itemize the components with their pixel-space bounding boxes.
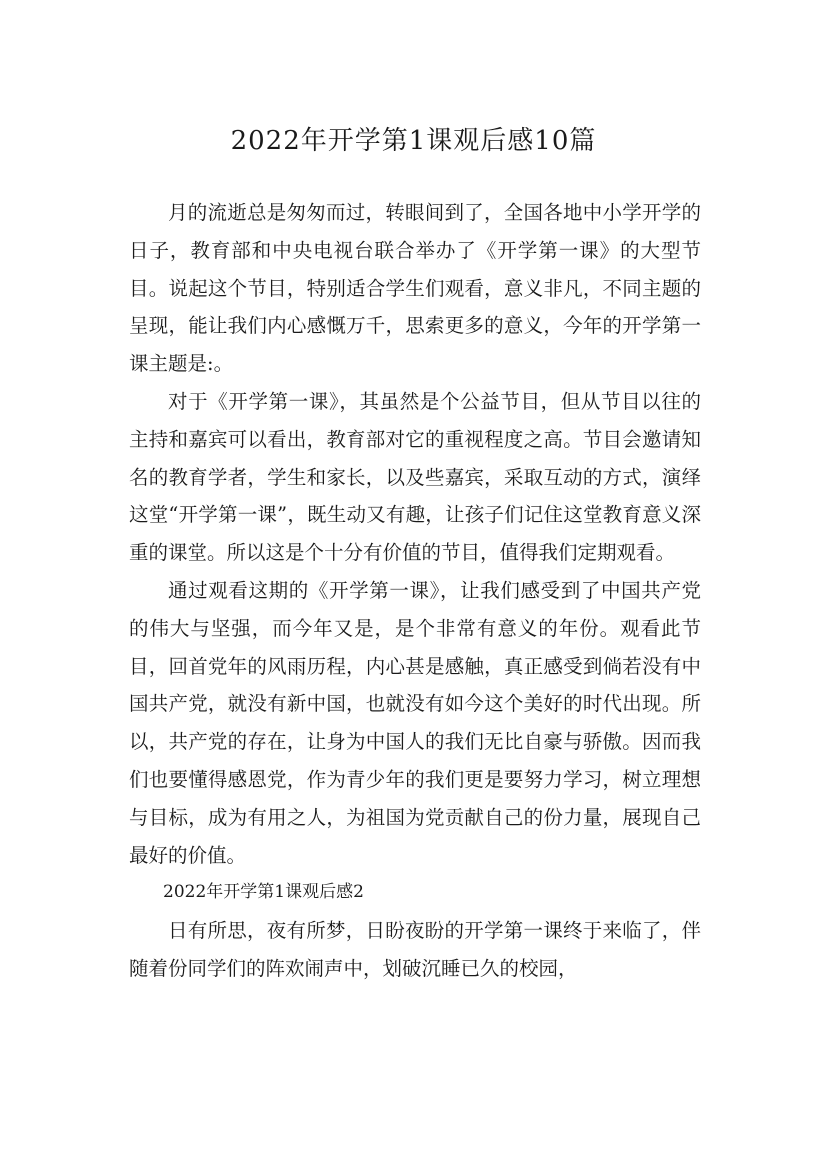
document-title: 2022年开学第1课观后感10篇: [230, 126, 597, 157]
paragraph-3: 通过观看这期的《开学第一课》，让我们感受到了中国共产党的伟大与坚强，而今年又是，是个非常有意义的年份。观看此节目，回首党年的风雨历程，内心甚是感触，真正感受到倘若没有中国共产党，就没有新中国，也就没有如今这个美好的时代出现。所以，共产党的存在，让身为中国人的我们无比自豪与骄傲。因而我们也要懂得感恩党，作为青少年的我们更是要努力学习，树立理想与目标，成为有用之人，为祖国为党贡献自己的份力量，展现自己最好的价值。: [129, 578, 701, 867]
document-body: [129, 194, 701, 988]
paragraph-1: 月的流逝总是匆匆而过，转眼间到了，全国各地中小学开学的日子，教育部和中央电视台联合举办了《开学第一课》的大型节目。说起这个节目，特别适合学生们观看，意义非凡，不同主题的呈现，能让我们内心感慨万千，思索更多的意义，今年的开学第一课主题是:。: [129, 201, 701, 376]
paragraph-2: 对于《开学第一课》，其虽然是个公益节目，但从节目以往的主持和嘉宾可以看出，教育部对它的重视程度之高。节目会邀请知名的教育学者，学生和家长，以及些嘉宾，采取互动的方式，演绎这堂“开学第一课”，既生动又有趣，让孩子们记住这堂教育意义深重的课堂。所以这是个十分有价值的节目，值得我们定期观看。: [129, 389, 701, 565]
paragraph-4: 日有所思，夜有所梦，日盼夜盼的开学第一课终于来临了，伴随着份同学们的阵欢闹声中，划破沉睡已久的校园，: [129, 919, 701, 980]
section-subheading: 2022年开学第1课观后感2: [163, 882, 364, 903]
